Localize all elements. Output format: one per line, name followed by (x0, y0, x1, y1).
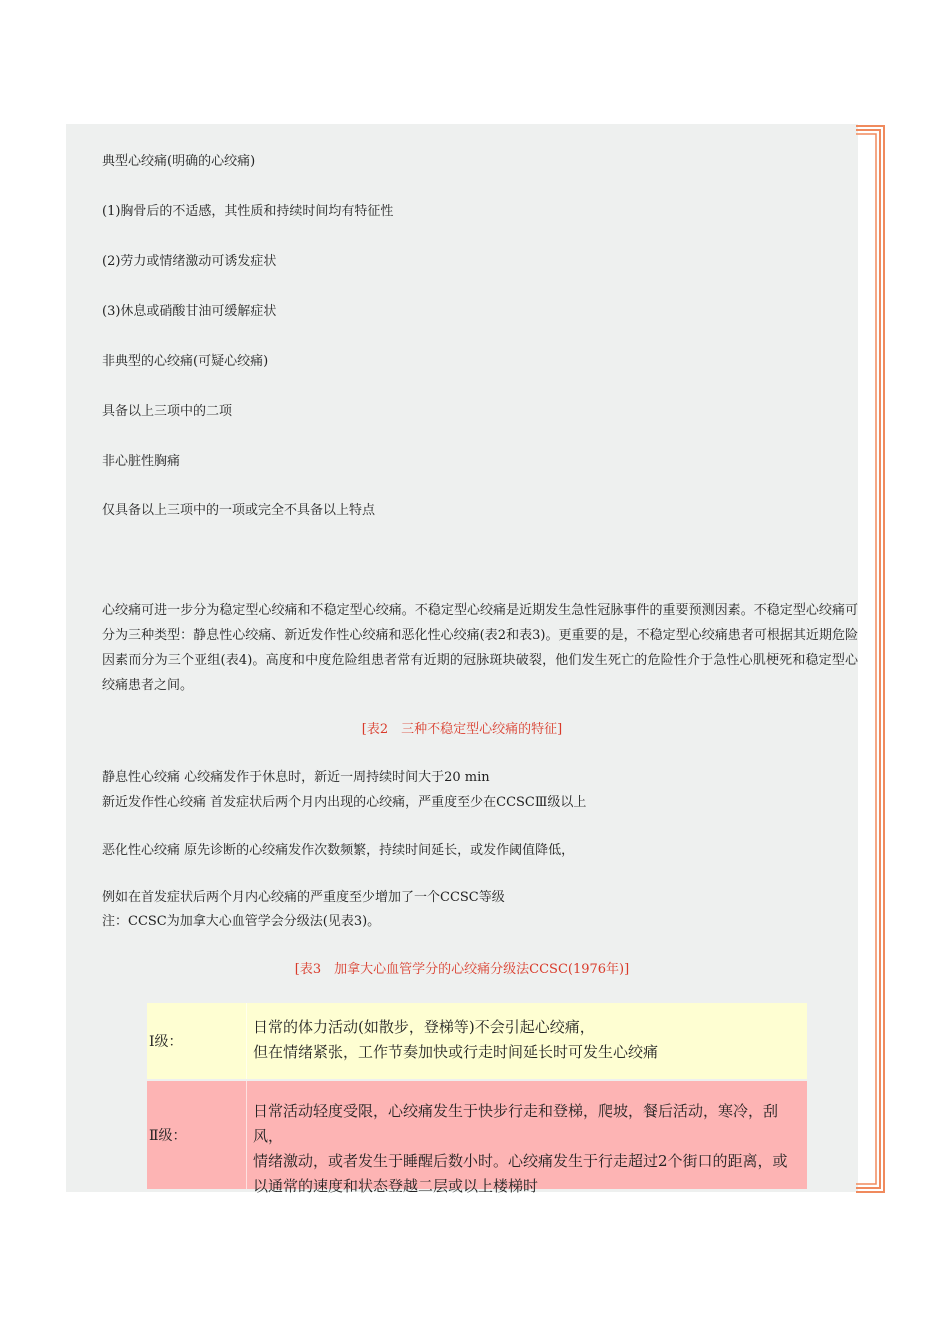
grade-description (247, 1081, 807, 1195)
criteria-line: 典型心绞痛(明确的心绞痛) (102, 154, 256, 169)
grade-row-2 (147, 1081, 807, 1195)
criteria-line: 仅具备以上三项中的一项或完全不具备以上特点 (102, 503, 376, 518)
table2-line: 静息性心绞痛 心绞痛发作于休息时，新近一周持续时间大于20 min (102, 770, 490, 785)
table2-line: 恶化性心绞痛 原先诊断的心绞痛发作次数频繁，持续时间延长，或发作阈值降低， (102, 843, 575, 858)
table3-caption: [表3 加拿大心血管学分的心绞痛分级法CCSC(1976年)] (294, 962, 630, 977)
ccsc-grade-table (147, 1003, 807, 1195)
criteria-line: 非心脏性胸痛 (102, 454, 181, 469)
body-paragraph: 心绞痛可进一步分为稳定型心绞痛和不稳定型心绞痛。不稳定型心绞痛是近期发生急性冠脉事件的重要预测因素。不稳定型心绞痛可分为三种类型：静息性心绞痛、新近发作性心绞痛和恶化性心绞痛(表2和表3)。更重要的是，不稳定型心绞痛患者可根据其近期危险因素而分为三个亚组(表4)。高度和中度危险组患者常有近期的冠脉斑块破裂，他们发生死亡的危险性介于急性心肌梗死和稳定型心绞痛患者之间。 (102, 603, 858, 693)
grade-label: Ⅰ级： (147, 1003, 247, 1079)
table2-line: 新近发作性心绞痛 首发症状后两个月内出现的心绞痛，严重度至少在CCSCⅢ级以上 (102, 795, 587, 810)
grade-row-1 (147, 1003, 807, 1079)
grade-description-line: 但在情绪紧张，工作节奏加快或行走时间延长时可发生心绞痛 (253, 1043, 659, 1061)
criteria-line: 非典型的心绞痛(可疑心绞痛) (102, 354, 269, 369)
table2-line: 例如在首发症状后两个月内心绞痛的严重度至少增加了一个CCSC等级 (102, 890, 505, 905)
grade-description-line: 以通常的速度和状态登越二层或以上楼梯时 (253, 1177, 539, 1195)
table2-note: 注：CCSC为加拿大心血管学会分级法(见表3)。 (102, 914, 381, 929)
table2-caption: [表2 三种不稳定型心绞痛的特征] (361, 722, 563, 737)
grade-description-line: 日常活动轻度受限，心绞痛发生于快步行走和登梯，爬坡，餐后活动，寒冷，刮风， (253, 1102, 779, 1145)
grade-label: Ⅱ级： (147, 1081, 247, 1189)
criteria-line: (3)休息或硝酸甘油可缓解症状 (102, 304, 277, 319)
decorative-bracket (856, 124, 886, 1194)
grade-description-line: 日常的体力活动(如散步，登梯等)不会引起心绞痛， (253, 1018, 595, 1036)
grade-description (247, 1003, 807, 1079)
criteria-line: (1)胸骨后的不适感，其性质和持续时间均有特征性 (102, 204, 394, 219)
grade-description-line: 情绪激动，或者发生于睡醒后数小时。心绞痛发生于行走超过2个街口的距离，或 (253, 1152, 788, 1170)
criteria-line: (2)劳力或情绪激动可诱发症状 (102, 254, 277, 269)
criteria-line: 具备以上三项中的二项 (102, 404, 233, 419)
